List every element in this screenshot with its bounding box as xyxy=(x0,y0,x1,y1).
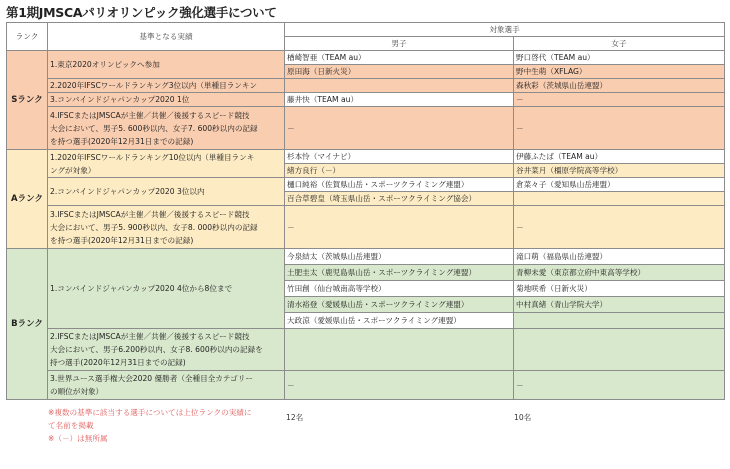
female-cell: 谷井菜月（橿原学院高等学校） xyxy=(514,164,725,178)
criteria-a1 xyxy=(48,150,285,178)
male-cell: － xyxy=(285,206,514,249)
rank-s: Sランク xyxy=(7,51,48,150)
criteria-a3 xyxy=(48,206,285,249)
male-cell xyxy=(285,79,514,93)
female-cell: 青柳未愛（東京都立府中東高等学校） xyxy=(514,265,725,281)
female-total: 10名 xyxy=(514,413,532,422)
footnote: ※（－）は無所属 xyxy=(48,434,108,443)
female-cell: － xyxy=(514,107,725,150)
athletes-table xyxy=(6,22,725,400)
criteria-line: 大会において、男子5. 900秒以内、女子8. 000秒以内の記録 xyxy=(50,222,258,232)
female-cell: 伊藤ふたば（TEAM au） xyxy=(514,150,725,164)
male-header: 男子 xyxy=(285,37,514,51)
target-header: 対象選手 xyxy=(285,23,725,37)
female-cell: － xyxy=(514,371,725,400)
rank-header: ランク xyxy=(7,23,48,51)
criteria-s1: 1.東京2020オリンピックへ参加 xyxy=(48,51,285,79)
criteria-line: 1.2020年IFSCワールドランキング10位以内（単種目ランキ xyxy=(50,152,255,162)
female-cell xyxy=(514,192,725,206)
criteria-a2: 2.コンバインドジャパンカップ2020 3位以内 xyxy=(48,178,285,206)
male-total: 12名 xyxy=(286,413,304,422)
female-cell: 菊地咲希（日新火災） xyxy=(514,281,725,297)
male-cell: 杉本怜（マイナビ） xyxy=(285,150,514,164)
criteria-line: の順位が対象） xyxy=(50,387,104,396)
criteria-s4 xyxy=(48,107,285,150)
criteria-line: 4.IFSCまたはJMSCAが主催／共催／後援するスピード競技 xyxy=(50,110,250,120)
criteria-b3 xyxy=(48,371,285,400)
criteria-line: 大会において、男子5. 600秒以内、女子7. 600秒以内の記録 xyxy=(50,123,258,133)
female-cell: 森秋彩（茨城県山岳連盟） xyxy=(514,79,725,93)
female-cell: 中村真緒（青山学院大学） xyxy=(514,297,725,313)
male-cell: 竹田創（仙台城南高等学校） xyxy=(285,281,514,297)
criteria-b1: 1.コンバインドジャパンカップ2020 4位から8位まで xyxy=(48,249,285,329)
criteria-line: 3.IFSCまたはJMSCAが主催／共催／後援するスピード競技 xyxy=(50,209,250,219)
female-cell xyxy=(514,329,725,371)
criteria-header: 基準となる実績 xyxy=(48,23,285,51)
male-cell: － xyxy=(285,371,514,400)
criteria-line: 2.IFSCまたはJMSCAが主催／共催／後援するスピード競技 xyxy=(50,332,250,341)
page-title: 第1期JMSCAパリオリンピック強化選手について xyxy=(6,5,277,20)
male-cell: 緒方良行（－） xyxy=(285,164,514,178)
male-cell: 藤井快（TEAM au） xyxy=(285,93,514,107)
female-cell xyxy=(514,313,725,329)
footnote: ※複数の基準に該当する選手については上位ランクの実績に xyxy=(48,408,252,417)
female-cell: 野中生萌（XFLAG） xyxy=(514,65,725,79)
criteria-s2: 2.2020年IFSCワールドランキング3位以内（単種目ランキン xyxy=(48,79,285,93)
male-cell: 清水裕登（愛媛県山岳・スポーツクライミング連盟） xyxy=(285,297,514,313)
female-cell: 滝口萌（福島県山岳連盟） xyxy=(514,249,725,265)
male-cell: 原田海（日新火災） xyxy=(285,65,514,79)
male-cell: 今泉結太（茨城県山岳連盟） xyxy=(285,249,514,265)
male-cell: 大政涼（愛媛県山岳・スポーツクライミング連盟） xyxy=(285,313,514,329)
female-cell: 倉菜々子（愛知県山岳連盟） xyxy=(514,178,725,192)
footnote: て名前を掲載 xyxy=(48,421,94,430)
criteria-b2 xyxy=(48,329,285,371)
footnotes xyxy=(48,406,280,445)
male-cell xyxy=(285,329,514,371)
male-cell: 百合草碧皇（埼玉県山岳・スポーツクライミング協会） xyxy=(285,192,514,206)
female-cell: － xyxy=(514,93,725,107)
criteria-line: 3.世界ユース選手権大会2020 優勝者（全種目全カテゴリー xyxy=(50,374,253,383)
male-cell: 土肥圭太（鹿児島県山岳・スポーツクライミング連盟） xyxy=(285,265,514,281)
criteria-line: ングが対象） xyxy=(50,165,96,175)
criteria-line: を持つ選手(2020年12月31日までの記録) xyxy=(50,235,194,245)
female-header: 女子 xyxy=(514,37,725,51)
female-cell: 野口啓代（TEAM au） xyxy=(514,51,725,65)
male-cell: － xyxy=(285,107,514,150)
criteria-line: 大会において、男子6.200秒以内、女子8. 600秒以内の記録を xyxy=(50,345,263,354)
male-cell: 楢崎智亜（TEAM au） xyxy=(285,51,514,65)
female-cell: － xyxy=(514,206,725,249)
criteria-s3: 3.コンバインドジャパンカップ2020 1位 xyxy=(48,93,285,107)
rank-b: Bランク xyxy=(7,249,48,400)
criteria-line: 持つ選手(2020年12月31日までの記録) xyxy=(50,358,186,367)
criteria-line: を持つ選手(2020年12月31日までの記録) xyxy=(50,136,194,146)
male-cell: 樋口純裕（佐賀県山岳・スポーツクライミング連盟） xyxy=(285,178,514,192)
rank-a: Aランク xyxy=(7,150,48,249)
